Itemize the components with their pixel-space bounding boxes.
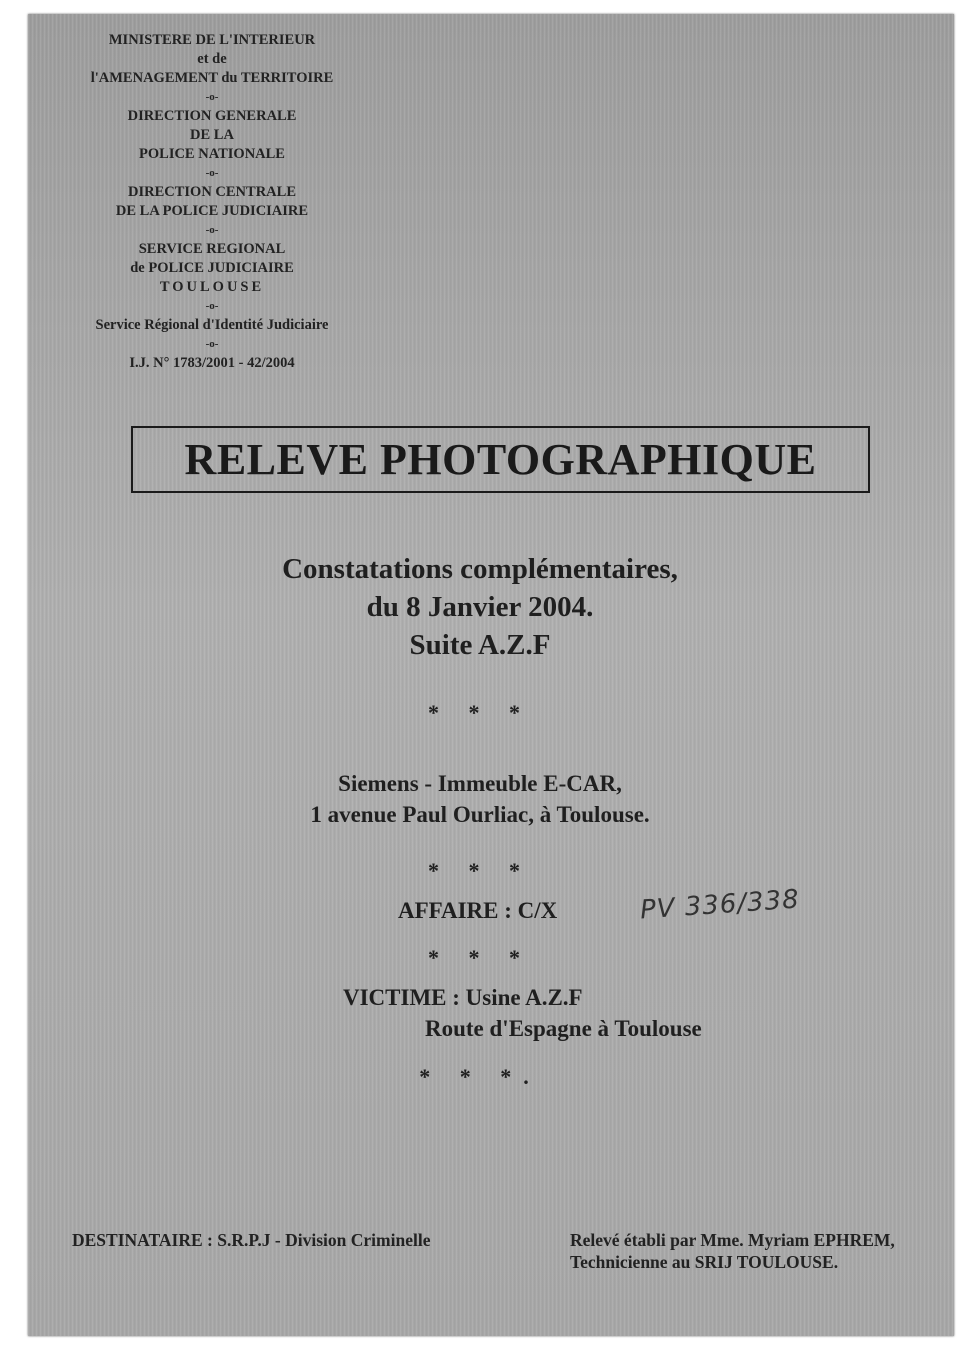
separator-stars: * * * bbox=[428, 858, 532, 883]
header-line: SERVICE REGIONAL bbox=[138, 241, 286, 257]
header-line: Service Régional d'Identité Judiciaire bbox=[95, 317, 329, 333]
header-line: DE LA POLICE JUDICIAIRE bbox=[115, 203, 309, 219]
issuing-authority-header bbox=[76, 31, 348, 373]
author-line: Relevé établi par Mme. Myriam EPHREM, bbox=[570, 1230, 895, 1250]
header-line: TOULOUSE bbox=[159, 279, 265, 295]
document-title-box bbox=[131, 426, 870, 493]
subtitle-date: du 8 Janvier 2004. bbox=[366, 591, 594, 623]
header-line: DIRECTION GENERALE bbox=[127, 108, 297, 124]
victime-address: Route d'Espagne à Toulouse bbox=[425, 1016, 702, 1041]
location-line: Siemens - Immeuble E-CAR, bbox=[338, 771, 622, 796]
header-separator: -o- bbox=[205, 167, 219, 179]
header-line: DE LA bbox=[190, 127, 234, 143]
subtitle-line: Constatations complémentaires, bbox=[282, 553, 678, 585]
case-number: I.J. N° 1783/2001 - 42/2004 bbox=[129, 355, 295, 371]
header-line: POLICE NATIONALE bbox=[139, 146, 285, 162]
header-separator: -o- bbox=[205, 224, 219, 236]
document-title: RELEVE PHOTOGRAPHIQUE bbox=[184, 435, 817, 484]
author-role: Technicienne au SRIJ TOULOUSE. bbox=[570, 1252, 839, 1272]
header-separator: -o- bbox=[205, 338, 219, 350]
affaire-label: AFFAIRE : C/X bbox=[398, 898, 558, 923]
destinataire: DESTINATAIRE : S.R.P.J - Division Criminelle bbox=[72, 1230, 431, 1250]
subtitle-line: Suite A.Z.F bbox=[409, 629, 551, 661]
header-separator: -o- bbox=[205, 91, 219, 103]
header-line: de POLICE JUDICIAIRE bbox=[130, 260, 294, 276]
separator-stars: * * * bbox=[428, 700, 532, 725]
header-line: et de bbox=[197, 51, 227, 67]
separator-stars: * * * bbox=[428, 945, 532, 970]
separator-stars: * * *. bbox=[419, 1064, 541, 1089]
victime-label: VICTIME : Usine A.Z.F bbox=[343, 985, 583, 1010]
handwritten-pv-note: PV 336/338 bbox=[639, 884, 801, 926]
location-address: 1 avenue Paul Ourliac, à Toulouse. bbox=[310, 802, 650, 827]
header-separator: -o- bbox=[205, 300, 219, 312]
location-block bbox=[0, 768, 960, 830]
header-line: MINISTERE DE L'INTERIEUR bbox=[108, 32, 316, 48]
author-block bbox=[570, 1229, 895, 1273]
header-line: l'AMENAGEMENT du TERRITOIRE bbox=[90, 70, 334, 86]
header-line: DIRECTION CENTRALE bbox=[128, 184, 296, 200]
subtitle-block bbox=[0, 550, 960, 664]
